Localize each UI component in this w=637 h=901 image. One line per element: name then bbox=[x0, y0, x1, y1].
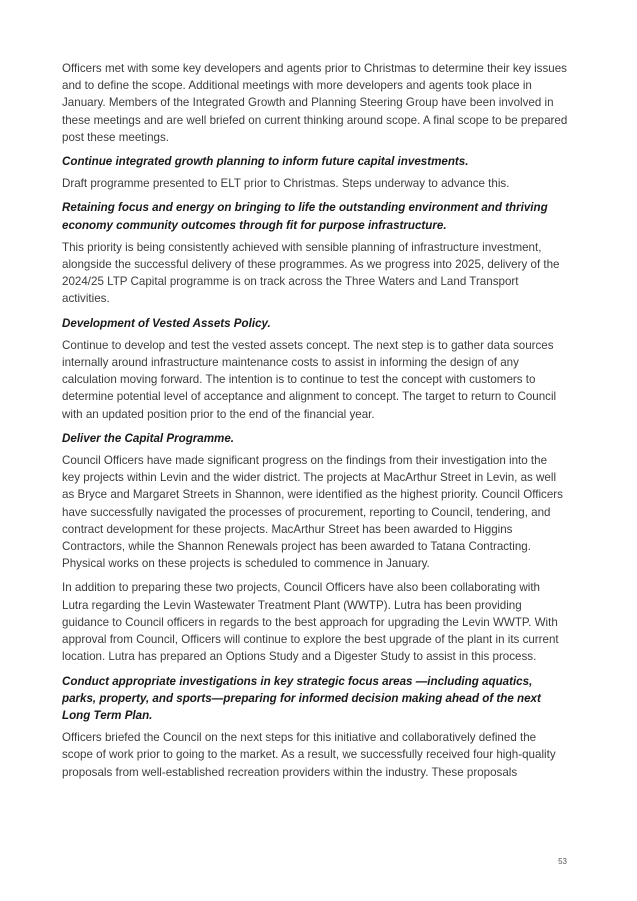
document-body bbox=[62, 60, 568, 788]
heading-strategic-investigations: Conduct appropriate investigations in key strategic focus areas —including aquatics, parks, property, and sports—preparing for informed decision making ahead of the next Long Term Plan. bbox=[62, 674, 541, 722]
paragraph-draft-programme: Draft programme presented to ELT prior to Christmas. Steps underway to advance this. bbox=[62, 177, 510, 191]
heading-retaining-focus: Retaining focus and energy on bringing to life the outstanding environment and thriving economy community outcomes through fit for purpose infrastructure. bbox=[62, 201, 548, 232]
paragraph-officers-briefed: Officers briefed the Council on the next steps for this initiative and collaboratively defined the scope of work prior to going to the market. As a result, we successfully received four high-quality proposals from well-established recreation providers within the industry. These proposals bbox=[62, 731, 556, 779]
page-number: 53 bbox=[558, 857, 567, 866]
paragraph-developer-meetings: Officers met with some key developers and agents prior to Christmas to determine their key issues and to define the scope. Additional meetings with more developers and agents took place in January. Members of the Integrated Growth and Planning Steering Group have been involved in these meetings and are well briefed on current thinking around scope. A final scope to be prepared post these meetings. bbox=[62, 62, 568, 144]
paragraph-infrastructure-priority: This priority is being consistently achieved with sensible planning of infrastructure investment, alongside the successful delivery of these programmes. As we progress into 2025, delivery of the 2024/25 LTP Capital programme is on track across the Three Waters and Land Transport activities. bbox=[62, 240, 560, 306]
paragraph-capital-progress: Council Officers have made significant progress on the findings from their investigation into the key projects within Levin and the wider district. The projects at MacArthur Street in Levin, as well as Bryce and Margaret Streets in Shannon, were identified as the highest priority. Council Officers have successfully navigated the processes of procurement, reporting to Council, tendering, and contract development for these projects. MacArthur Street has been awarded to Higgins Contractors, while the Shannon Renewals project has been awarded to Tatana Contracting. Physical works on these projects is scheduled to commence in January. bbox=[62, 454, 563, 571]
heading-vested-assets: Development of Vested Assets Policy. bbox=[62, 316, 271, 330]
paragraph-vested-assets: Continue to develop and test the vested assets concept. The next step is to gather data sources internally around infrastructure maintenance costs to assist in informing the design of any calculation moving forward. The intention is to continue to test the concept with customers to determine potential level of acceptance and alignment to concept. The target to return to Council with an updated position prior to the end of the financial year. bbox=[62, 338, 557, 421]
heading-capital-programme: Deliver the Capital Programme. bbox=[62, 431, 235, 445]
heading-integrated-growth: Continue integrated growth planning to inform future capital investments. bbox=[62, 155, 469, 169]
paragraph-lutra-wwtp: In addition to preparing these two projects, Council Officers have also been collaborating with Lutra regarding the Levin Wastewater Treatment Plant (WWTP). Lutra has been providing guidance to Council officers in regards to the best approach for upgrading the Levin WWTP. With approval from Council, Officers will continue to explore the best upgrade of the plant in its current location. Lutra has prepared an Options Study and a Digester Study to assist in this process. bbox=[62, 581, 559, 664]
